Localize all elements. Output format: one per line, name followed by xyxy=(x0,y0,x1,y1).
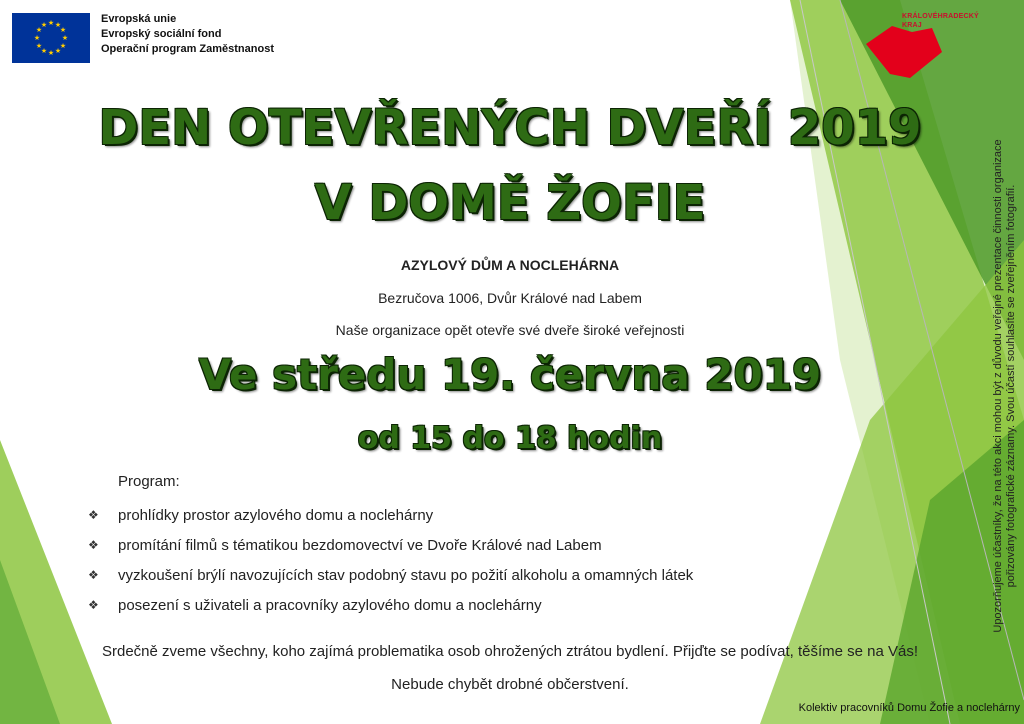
svg-text:★: ★ xyxy=(40,21,48,29)
photo-consent-note: Upozorňujeme účastníky, že na této akci mohou být z důvodu veřejné prezentace činnosti organizace pořizovány fotografické záznamy. Svou účastí souhlasíte se zveřejněním fotografií. xyxy=(992,139,1017,633)
svg-text:★: ★ xyxy=(61,34,69,42)
list-item: ❖ vyzkoušení brýlí navozujících stav podobný stavu po požití alkoholu a omamných látek xyxy=(88,566,694,584)
eu-line: Evropský sociální fond xyxy=(101,28,222,40)
program-list xyxy=(88,500,693,620)
eu-program-text xyxy=(101,12,274,57)
eu-flag xyxy=(12,13,90,63)
page-title: DEN OTEVŘENÝCH DVEŘÍ 2019 xyxy=(98,100,922,156)
invite-text: Naše organizace opět otevře své dveře široké veřejnosti xyxy=(335,322,685,338)
diamond-bullet-icon: ❖ xyxy=(88,568,99,582)
svg-text:★: ★ xyxy=(59,26,67,34)
closing-text: Srdečně zveme všechny, koho zajímá problematika osob ohrožených ztrátou bydlení. Přijďte se podívat, těšíme se na Vás! xyxy=(101,643,919,660)
subtitle: AZYLOVÝ DŮM A NOCLEHÁRNA xyxy=(400,257,620,273)
program-heading: Program: xyxy=(118,473,180,490)
svg-text:★: ★ xyxy=(33,34,41,42)
address: Bezručova 1006, Dvůr Králové nad Labem xyxy=(378,290,642,306)
kraj-name: KRÁLOVÉHRADECKÝ KRAJ xyxy=(902,13,979,29)
svg-text:★: ★ xyxy=(47,49,55,57)
svg-text:★: ★ xyxy=(54,47,62,55)
event-time: od 15 do 18 hodin xyxy=(357,421,663,456)
svg-text:★: ★ xyxy=(35,26,43,34)
list-item: ❖ posezení s uživateli a pracovníky azylového domu a noclehárny xyxy=(88,596,542,614)
page-title-location: V DOMĚ ŽOFIE xyxy=(314,175,706,231)
list-item: ❖ promítání filmů s tématikou bezdomovectví ve Dvoře Králové nad Labem xyxy=(88,536,602,554)
refreshments-text: Nebude chybět drobné občerstvení. xyxy=(391,676,629,693)
diamond-bullet-icon: ❖ xyxy=(88,508,99,522)
diamond-bullet-icon: ❖ xyxy=(88,538,99,552)
svg-text:★: ★ xyxy=(35,42,43,50)
event-date: Ve středu 19. června 2019 xyxy=(198,350,822,399)
list-item: ❖ prohlídky prostor azylového domu a noclehárny xyxy=(88,506,434,524)
svg-text:★: ★ xyxy=(40,47,48,55)
eu-line: Operační program Zaměstnanost xyxy=(101,43,274,55)
signature: Kolektiv pracovníků Domu Žofie a noclehárny xyxy=(798,702,1020,714)
kraj-logo-icon xyxy=(862,22,946,80)
eu-line: Evropská unie xyxy=(101,13,177,25)
diamond-bullet-icon: ❖ xyxy=(88,598,99,612)
svg-text:★: ★ xyxy=(59,42,67,50)
svg-text:★: ★ xyxy=(54,21,62,29)
svg-text:★: ★ xyxy=(47,19,55,27)
